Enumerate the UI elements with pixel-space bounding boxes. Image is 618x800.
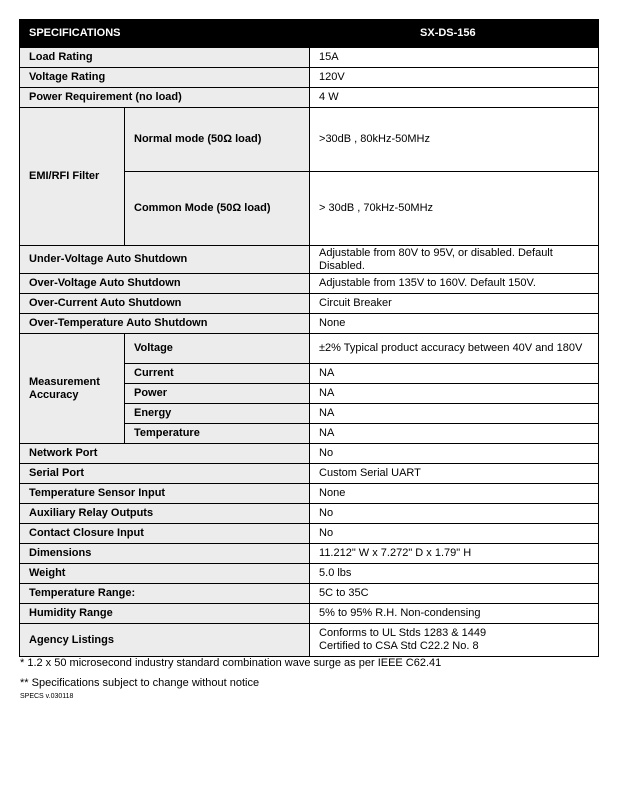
measurement-current-value: NA <box>310 364 599 384</box>
table-row <box>20 504 599 524</box>
under-voltage-value <box>310 246 599 274</box>
table-row <box>20 48 599 68</box>
under-voltage-value-line1: Adjustable from 80V to 95V, or disabled. Default <box>319 246 553 259</box>
footnote-surge: * 1.2 x 50 microsecond industry standard combination wave surge as per IEEE C62.41 <box>20 657 442 669</box>
voltage-rating-value: 120V <box>310 68 599 88</box>
voltage-rating-label: Voltage Rating <box>20 68 310 88</box>
temp-sensor-value: None <box>310 484 599 504</box>
aux-relay-label: Auxiliary Relay Outputs <box>20 504 310 524</box>
contact-closure-label: Contact Closure Input <box>20 524 310 544</box>
table-header <box>20 20 599 48</box>
load-rating-label: Load Rating <box>20 48 310 68</box>
dimensions-label: Dimensions <box>20 544 310 564</box>
table-row <box>20 334 599 364</box>
over-voltage-label: Over-Voltage Auto Shutdown <box>20 274 310 294</box>
measurement-temperature-value: NA <box>310 424 599 444</box>
emi-normal-value: >30dB , 80kHz-50MHz <box>310 108 599 172</box>
power-requirement-value: 4 W <box>310 88 599 108</box>
under-voltage-label: Under-Voltage Auto Shutdown <box>20 246 310 274</box>
table-row <box>20 484 599 504</box>
temp-range-label: Temperature Range: <box>20 584 310 604</box>
over-temperature-label: Over-Temperature Auto Shutdown <box>20 314 310 334</box>
weight-value: 5.0 lbs <box>310 564 599 584</box>
footnote-change-notice: ** Specifications subject to change without notice <box>20 677 260 689</box>
measurement-voltage-label: Voltage <box>125 334 310 364</box>
measurement-current-label: Current <box>125 364 310 384</box>
agency-label: Agency Listings <box>20 624 310 657</box>
measurement-label-line1: Measurement <box>29 375 100 388</box>
dimensions-value: 11.212" W x 7.272" D x 1.79" H <box>310 544 599 564</box>
measurement-power-label: Power <box>125 384 310 404</box>
weight-label: Weight <box>20 564 310 584</box>
under-voltage-value-line2: Disabled. <box>319 259 365 272</box>
over-temperature-value: None <box>310 314 599 334</box>
serial-port-value: Custom Serial UART <box>310 464 599 484</box>
agency-value-line1: Conforms to UL Stds 1283 & 1449 <box>319 627 487 639</box>
measurement-label-line2: Accuracy <box>29 388 79 401</box>
contact-closure-value: No <box>310 524 599 544</box>
humidity-label: Humidity Range <box>20 604 310 624</box>
over-current-value: Circuit Breaker <box>310 294 599 314</box>
humidity-value: 5% to 95% R.H. Non-condensing <box>310 604 599 624</box>
measurement-temperature-label: Temperature <box>125 424 310 444</box>
measurement-energy-label: Energy <box>125 404 310 424</box>
agency-value-line2: Certified to CSA Std C22.2 No. 8 <box>319 640 479 652</box>
emi-common-label: Common Mode (50Ω load) <box>125 172 310 246</box>
table-row <box>20 544 599 564</box>
table-row <box>20 524 599 544</box>
specifications-table <box>19 19 599 657</box>
table-row <box>20 604 599 624</box>
table-row <box>20 444 599 464</box>
table-row <box>20 314 599 334</box>
aux-relay-value: No <box>310 504 599 524</box>
emi-common-value: > 30dB , 70kHz-50MHz <box>310 172 599 246</box>
over-current-label: Over-Current Auto Shutdown <box>20 294 310 314</box>
spec-version: SPECS v.030118 <box>20 693 74 700</box>
serial-port-label: Serial Port <box>20 464 310 484</box>
table-row <box>20 624 599 657</box>
header-title: SPECIFICATIONS <box>20 20 310 48</box>
temp-range-value: 5C to 35C <box>310 584 599 604</box>
measurement-voltage-value: ±2% Typical product accuracy between 40V and 180V <box>310 334 599 364</box>
table-row <box>20 246 599 274</box>
table-row <box>20 68 599 88</box>
network-port-value: No <box>310 444 599 464</box>
over-voltage-value: Adjustable from 135V to 160V. Default 150V. <box>310 274 599 294</box>
measurement-power-value: NA <box>310 384 599 404</box>
table-row <box>20 108 599 172</box>
table-row <box>20 294 599 314</box>
agency-value <box>310 624 599 657</box>
power-requirement-label: Power Requirement (no load) <box>20 88 310 108</box>
measurement-accuracy-label <box>20 334 125 444</box>
network-port-label: Network Port <box>20 444 310 464</box>
temp-sensor-label: Temperature Sensor Input <box>20 484 310 504</box>
table-row <box>20 274 599 294</box>
table-row <box>20 88 599 108</box>
emi-filter-label: EMI/RFI Filter <box>20 108 125 246</box>
load-rating-value: 15A <box>310 48 599 68</box>
emi-normal-label: Normal mode (50Ω load) <box>125 108 310 172</box>
table-row <box>20 584 599 604</box>
table-row <box>20 464 599 484</box>
header-model: SX-DS-156 <box>310 20 599 48</box>
table-row <box>20 564 599 584</box>
measurement-energy-value: NA <box>310 404 599 424</box>
